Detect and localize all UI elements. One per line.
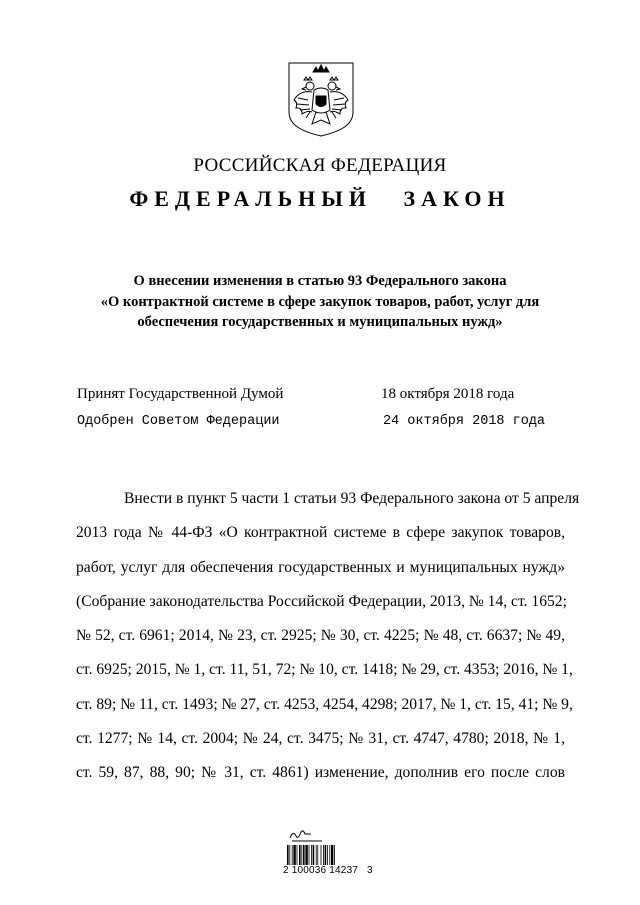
duma-adoption-label: Принят Государственной Думой	[77, 386, 284, 402]
russian-coat-of-arms-icon	[286, 60, 356, 138]
stamp-mark-icon	[287, 826, 367, 844]
body-line: Внести в пункт 5 части 1 статьи 93 Федерального закона от 5 апреля	[124, 490, 580, 507]
body-line: ст. 89; № 11, ст. 1493; № 27, ст. 4253, 4254, 4298; 2017, № 1, ст. 15, 41; № 9,	[76, 695, 573, 713]
barcode-icon	[287, 845, 355, 865]
country-name: РОССИЙСКАЯ ФЕДЕРАЦИЯ	[193, 155, 447, 176]
body-line: работ, услуг для обеспечения государственных и муниципальных нужд»	[76, 558, 565, 576]
body-line: 2013 года № 44-ФЗ «О контрактной системе в сфере закупок товаров,	[76, 524, 565, 542]
body-line: (Собрание законодательства Российской Федерации, 2013, № 14, ст. 1652;	[76, 592, 567, 610]
document-type: ФЕДЕРАЛЬНЫЙ ЗАКОН	[129, 186, 511, 211]
title-line: обеспечения государственных и муниципальных нужд»	[137, 314, 503, 330]
council-approval-label: Одобрен Советом Федерации	[77, 414, 280, 429]
body-line: ст. 59, 87, 88, 90; № 31, ст. 4861) изменение, дополнив его после слов	[76, 764, 565, 782]
body-line: ст. 1277; № 14, ст. 2004; № 24, ст. 3475; № 31, ст. 4747, 4780; 2018, № 1,	[76, 730, 565, 748]
duma-adoption-date: 18 октября 2018 года	[381, 386, 515, 402]
body-line: № 52, ст. 6961; 2014, № 23, ст. 2925; № 30, ст. 4225; № 48, ст. 6637; № 49,	[76, 627, 565, 645]
body-line: ст. 6925; 2015, № 1, ст. 11, 51, 72; № 10, ст. 1418; № 29, ст. 4353; 2016, № 1,	[76, 661, 573, 679]
title-line: «О контрактной системе в сфере закупок товаров, работ, услуг для	[100, 293, 540, 310]
barcode-number: 2 100036 14237 3	[283, 865, 373, 876]
law-body-text	[76, 482, 580, 791]
council-approval-date: 24 октября 2018 года	[383, 414, 546, 429]
document-title	[40, 271, 600, 333]
title-line: О внесении изменения в статью 93 Федерального закона	[133, 273, 507, 289]
